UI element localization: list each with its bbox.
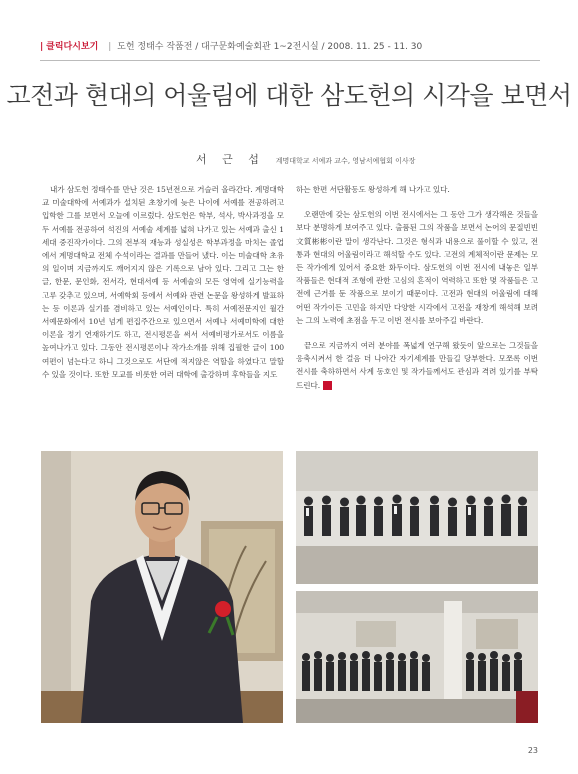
body-column-left [42,183,284,393]
exhibition-opening-photo [296,451,538,584]
author-line [196,151,415,167]
author-name: 서 근 섭 [196,153,265,166]
end-mark-icon [323,381,332,390]
header-bar [40,40,540,54]
body-column-right [296,183,538,404]
section-label: 클릭다시보기 [46,42,99,52]
header-rule [40,60,540,61]
opening-ceremony-illustration [296,451,538,584]
paragraph-text: 끝으로 지금까지 여러 분야를 폭넓게 연구해 왔듯이 앞으로는 그것들을 응축시켜서 한 걸음 더 나아간 자기세계를 만들길 당부한다. 모쪼록 이번 전시를 축하하면서 사계 동호인 및 작가들께서도 관심과 격려 있기를 부탁드린다. [296,341,538,390]
exhibition-info: 도헌 정태수 작품전 / 대구문화예술회관 1~2전시실 / 2008. 11. 25 - 11. 30 [117,42,423,52]
gallery-crowd-photo [296,591,538,723]
artist-portrait-photo [41,451,283,723]
paragraph: 하는 한편 서단활동도 왕성하게 해 나가고 있다. [296,185,450,194]
paragraph: 오랜만에 갖는 삼도헌의 이번 전시에서는 그 동안 그가 생각해온 것들을 보다 분명하게 보여주고 있다. 출품된 그의 작품을 보면서 논어의 문질빈빈文質彬彬이란 말이 생각난다. 그것은 형식과 내용으로 풀이할 수 있고, 전통과 현대의 어울림이라고 해석할 수도 있다. 고전의 계체적이란 문제는 모든 작가에게 있어서 중요한 화두이다. 삼도헌의 이번 전시에 내놓은 일부 작품들은 현대적 조형에 관한 고심의 흔적이 역력하고 또한 몇 작품들은 고전에 근거를 둔 작품으로 보이기 때문이다. 고전과 현대의 어울림에 대해 어떤 작가이든 고민을 하지만 다양한 시각에서 고전을 재창게 해석해 보려는 그의 노력에 초점을 두고 이번 전시를 보아주길 바란다. [296,210,538,325]
paragraph: 내가 삼도헌 정태수를 만난 것은 15년전으로 거슬러 올라간다. 계명대학교 미술대학에 서예과가 설치된 초창기에 늦은 나이에 서예를 전공하려고 입학한 그를 보면서 오늘에 이르렀다. 삼도헌은 학부, 석사, 박사과정을 모두 서예를 전공하여 석진의 서예술 세계를 넓혀 나가고 있는 서예과 출신 1세대 중진작가이다. 그의 전부적 재능과 성실성은 학부과정을 마치는 졸업에서 계명대학교 전체 수석이라는 결과를 만들어 냈다. 이는 미술대학 초유의 일이며 지금까지도 깨어지지 않은 기록으로 남아 있다. 그리고 그는 한글, 한문, 문인화, 전서각, 현대서예 등 서예술의 모든 영역에 실기능력을 고루 갖추고 있으며, 서예학회 등에서 서예와 관련 논문을 왕성하게 발표하는 등 이론과 실기를 겸비하고 있는 서예인이다. 특히 서예전문지인 월간 서예문화에서 10년 넘게 편집주간으로 있으면서 서예나 서예미학에 대한 이론을 정기 연재하기도 하고, 전시평론을 써서 서예비평가로서도 이름을 높여나가고 있다. 그동안 전시평론이나 작가소개를 위해 집필한 글이 100여편이 넘는다고 하니 그것으로도 서단에 적지않은 역할을 하였다고 말할 수 있을 것이다. 또한 모교를 비롯한 여러 대학에 출강하며 후학들을 지도 [42,185,284,379]
article-title: 고전과 현대의 어울림에 대한 삼도헌의 시각을 보면서 [6,81,572,110]
header-separator: | [108,42,112,52]
header-marker: | [40,42,44,52]
page-number: 23 [527,746,538,755]
author-affiliation: 계명대학교 서예과 교수, 영남서예협회 이사장 [275,157,416,165]
artist-portrait-illustration [41,451,283,723]
gallery-crowd-illustration [296,591,538,723]
paragraph [296,339,538,392]
